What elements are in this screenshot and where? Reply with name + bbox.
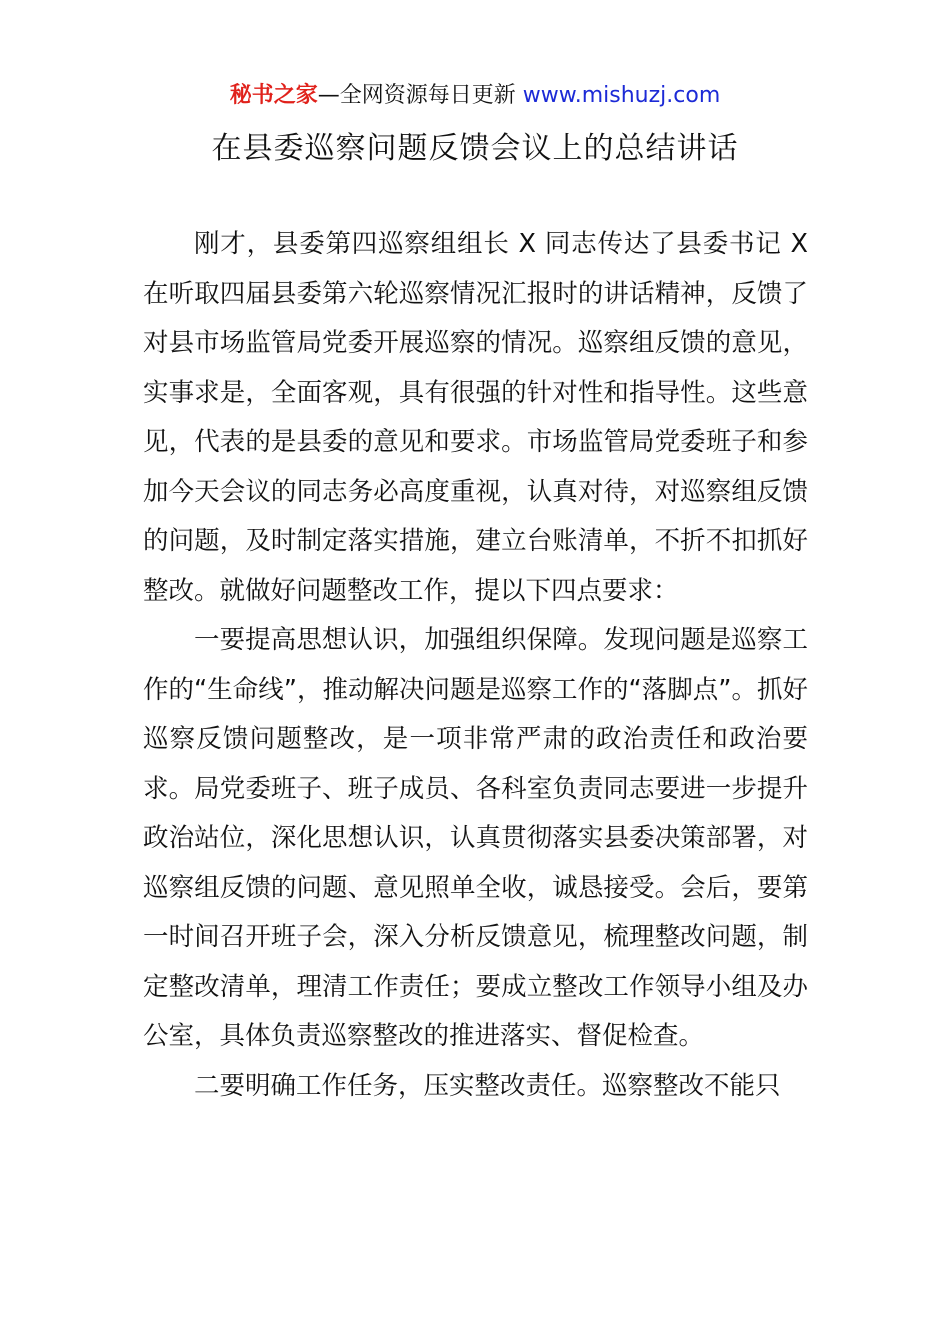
site-tagline: —全网资源每日更新 [317, 83, 523, 108]
paragraph-lead: 二要明确工作任务，压实整改责任。 [194, 1070, 603, 1101]
site-brand: 秘书之家 [229, 83, 318, 108]
site-header [0, 80, 950, 112]
paragraph [143, 616, 808, 1062]
paragraph [143, 1062, 808, 1112]
site-url[interactable]: www.mishuzj.com [522, 83, 721, 108]
paragraph-text: 刚才，县委第四巡察组组长 X 同志传达了县委书记 X 在听取四届县委第六轮巡察情况汇报时的讲话精神，反馈了对县市场监管局党委开展巡察的情况。巡察组反馈的意见，实事求是，全面客观，具有很强的针对性和指导性。这些意见，代表的是县委的意见和要求。市场监管局党委班子和参加今天会议的同志务必高度重视，认真对待，对巡察组反馈的问题，及时制定落实措施，建立台账清单，不折不扣抓好整改。就做好问题整改工作，提以下四点要求： [143, 229, 808, 606]
document-body [143, 220, 808, 1111]
paragraph-lead: 一要提高思想认识，加强组织保障。 [194, 625, 604, 655]
paragraph-text: 发现问题是巡察工作的“生命线”，推动解决问题是巡察工作的“落脚点”。抓好巡察反馈问题整改，是一项非常严肃的政治责任和政治要求。局党委班子、班子成员、各科室负责同志要进一步提升政治站位，深化思想认识，认真贯彻落实县委决策部署，对巡察组反馈的问题、意见照单全收，诚恳接受。会后，要第一时间召开班子会，深入分析反馈意见，梳理整改问题，制定整改清单，理清工作责任；要成立整改工作领导小组及办公室，具体负责巡察整改的推进落实、督促检查。 [143, 625, 808, 1051]
document-title: 在县委巡察问题反馈会议上的总结讲话 [211, 131, 739, 166]
paragraph [143, 220, 808, 616]
paragraph-text: 巡察整改不能只 [602, 1070, 781, 1101]
